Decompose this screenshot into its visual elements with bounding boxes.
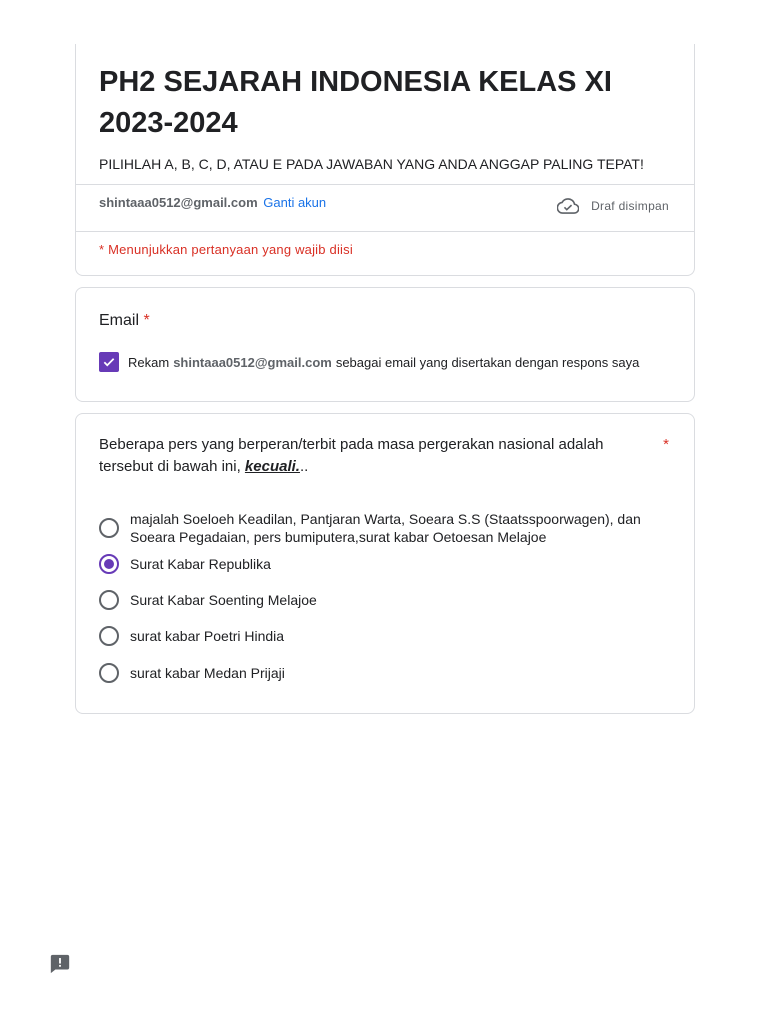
option-1[interactable] <box>99 510 660 546</box>
option-5[interactable] <box>99 663 660 683</box>
option-3[interactable] <box>99 590 660 610</box>
question-text-emphasis: kecuali. <box>244 458 300 475</box>
form-description: PILIHLAH A, B, C, D, ATAU E PADA JAWABAN YANG ANDA ANGGAP PALING TEPAT! <box>99 156 644 172</box>
question-text-suffix: .. <box>299 458 309 475</box>
account-row <box>99 195 326 211</box>
email-question-label: Email <box>99 312 140 329</box>
required-star: * <box>663 436 669 453</box>
draft-status <box>557 198 669 214</box>
check-icon <box>102 355 116 369</box>
radio-button[interactable] <box>99 626 119 646</box>
option-4[interactable] <box>99 626 660 646</box>
option-2[interactable] <box>99 554 660 574</box>
question-text-prefix: Beberapa pers yang berperan/terbit pada masa pergerakan nasional adalah tersebut di bawah ini, <box>99 436 604 475</box>
switch-account-link[interactable]: Ganti akun <box>263 195 327 210</box>
divider <box>76 231 694 232</box>
email-question-title <box>99 312 150 330</box>
record-email-prefix: Rekam <box>128 354 170 370</box>
record-email-checkbox[interactable] <box>99 352 119 372</box>
form-header-card <box>75 44 695 276</box>
feedback-icon <box>49 953 71 975</box>
required-note: * Menunjukkan pertanyaan yang wajib diisi <box>99 242 353 257</box>
option-label: majalah Soeloeh Keadilan, Pantjaran Warta, Soeara S.S (Staatsspoorwagen), dan Soeara Pegadaian, pers bumiputera,surat kabar Oetoesan Melajoe <box>130 511 641 545</box>
record-email-suffix: sebagai email yang disertakan dengan respons saya <box>335 354 640 370</box>
radio-button[interactable] <box>99 590 119 610</box>
radio-button[interactable] <box>99 518 119 538</box>
email-question-card <box>75 287 695 402</box>
radio-button[interactable] <box>99 663 119 683</box>
option-label: Surat Kabar Republika <box>130 556 271 572</box>
option-label: surat kabar Poetri Hindia <box>130 628 285 644</box>
record-email-address: shintaaa0512@gmail.com <box>173 354 332 370</box>
draft-status-text: Draf disimpan <box>591 199 669 213</box>
cloud-check-icon <box>557 198 579 214</box>
question-text <box>99 434 639 478</box>
required-star: * <box>143 312 150 329</box>
form-title: PH2 SEJARAH INDONESIA KELAS XI 2023-2024 <box>99 66 612 139</box>
radio-button[interactable] <box>99 554 119 574</box>
question-card <box>75 413 695 714</box>
record-email-row <box>99 352 639 372</box>
feedback-button[interactable] <box>48 952 72 976</box>
option-label: surat kabar Medan Prijaji <box>130 665 285 681</box>
account-email: shintaaa0512@gmail.com <box>99 195 258 210</box>
divider <box>76 184 694 185</box>
option-label: Surat Kabar Soenting Melajoe <box>130 592 317 608</box>
